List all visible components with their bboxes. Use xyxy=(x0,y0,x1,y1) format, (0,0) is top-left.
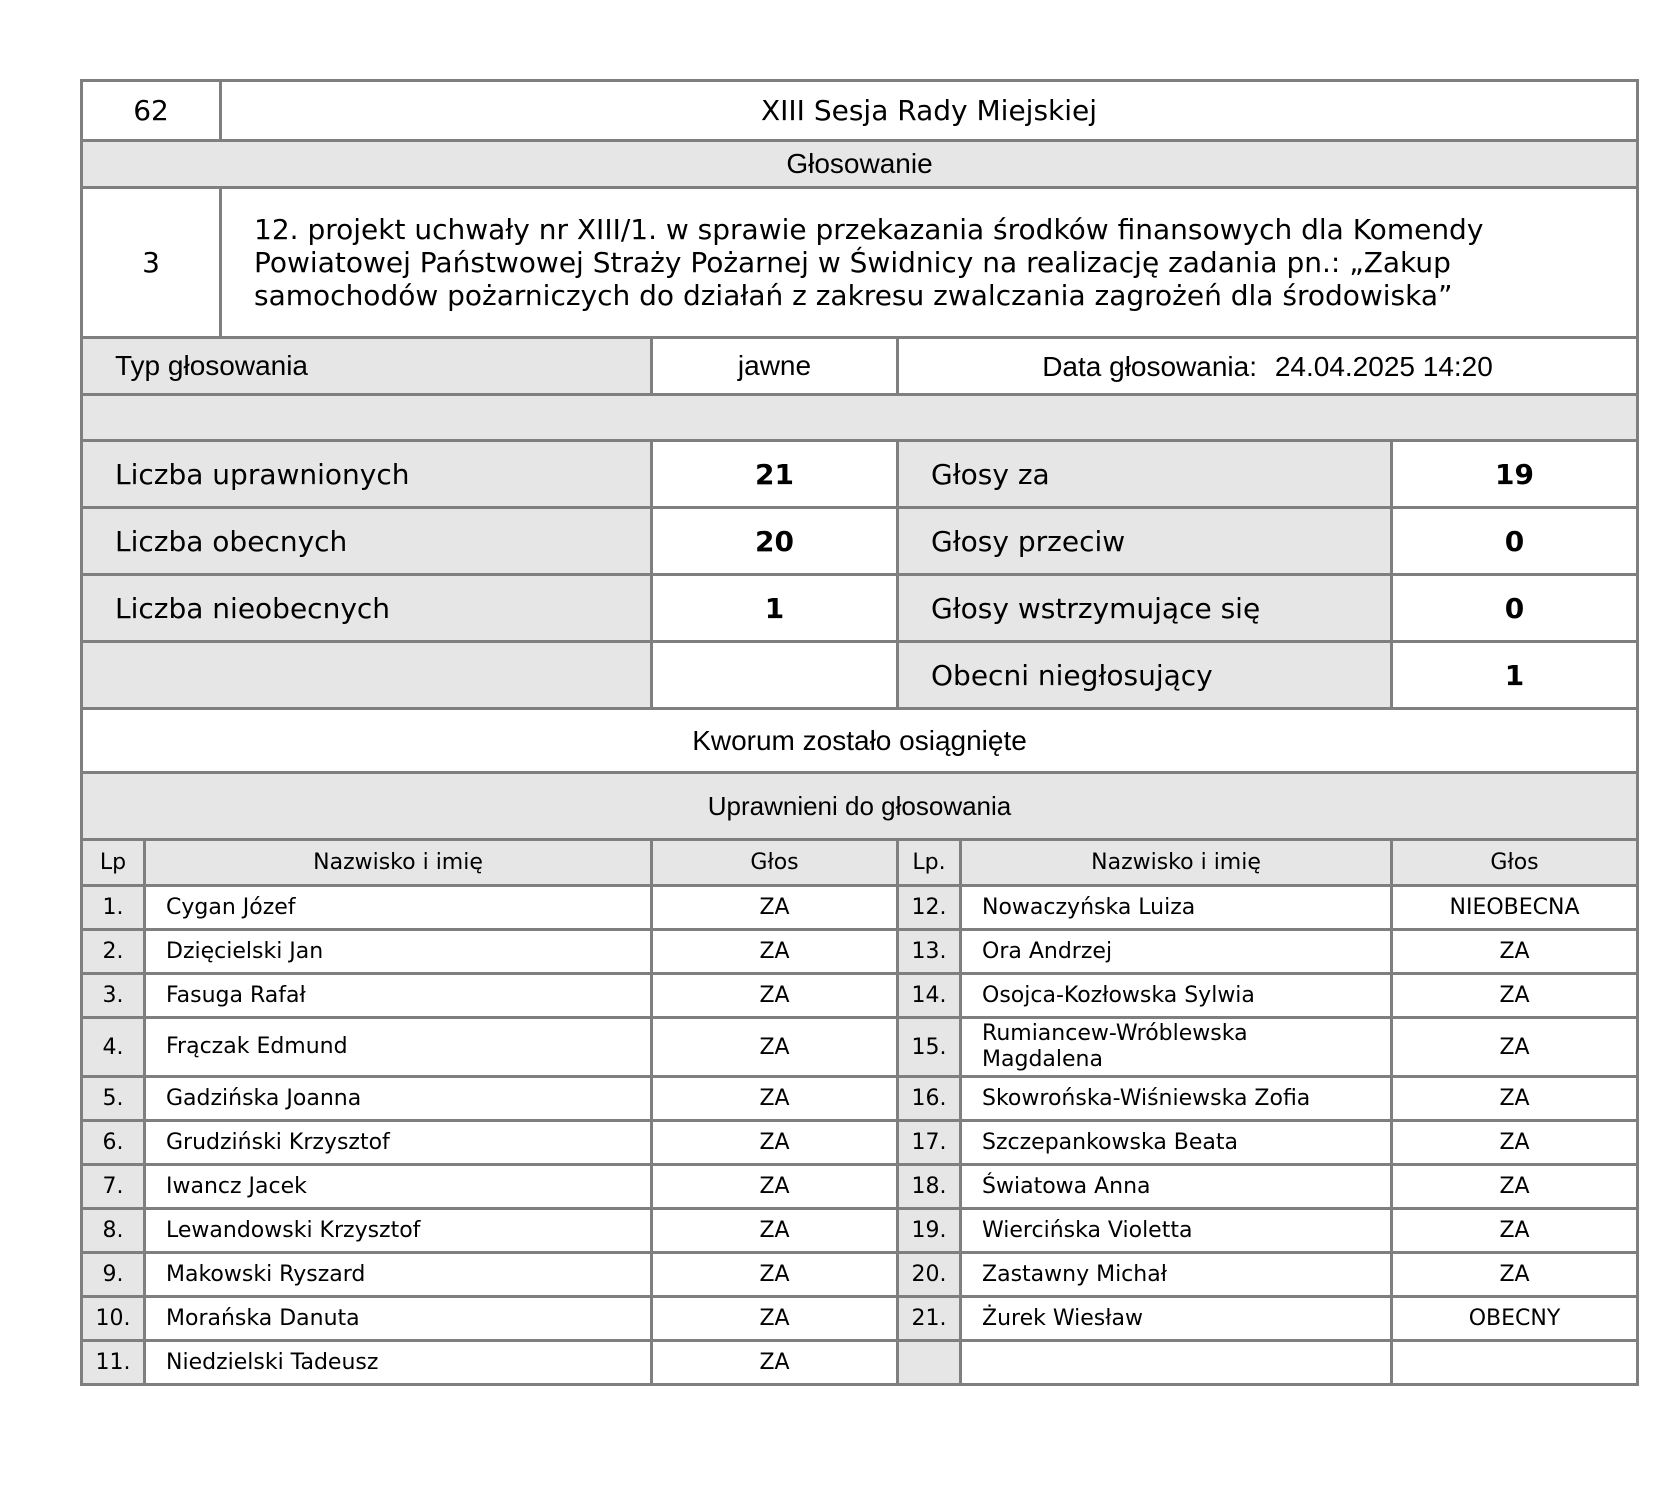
nonvoting-value: 1 xyxy=(1392,642,1638,709)
row-number: 4. xyxy=(82,1018,145,1077)
row-number xyxy=(898,1341,961,1385)
voting-sheet xyxy=(80,79,1580,1386)
member-name: Żurek Wiesław xyxy=(961,1297,1392,1341)
member-vote: ZA xyxy=(652,930,898,974)
table-row xyxy=(82,886,1638,930)
member-vote: ZA xyxy=(1392,1077,1638,1121)
member-name: Iwancz Jacek xyxy=(145,1165,652,1209)
nonvoting-label: Obecni niegłosujący xyxy=(898,642,1392,709)
item-number: 3 xyxy=(82,188,221,338)
eligible-label: Liczba uprawnionych xyxy=(82,441,652,508)
member-vote: ZA xyxy=(652,1018,898,1077)
member-name: Zastawny Michał xyxy=(961,1253,1392,1297)
member-name xyxy=(961,1341,1392,1385)
member-name: Makowski Ryszard xyxy=(145,1253,652,1297)
against-label: Głosy przeciw xyxy=(898,508,1392,575)
member-vote: ZA xyxy=(652,1121,898,1165)
vote-date-value: 24.04.2025 14:20 xyxy=(1274,350,1493,382)
row-number: 6. xyxy=(82,1121,145,1165)
vote-date-label: Data głosowania: xyxy=(1042,350,1258,382)
empty-stat-label xyxy=(82,642,652,709)
voting-table xyxy=(80,79,1639,1386)
member-name: Cygan Józef xyxy=(145,886,652,930)
member-vote: ZA xyxy=(1392,1165,1638,1209)
member-name: Skowrońska-Wiśniewska Zofia xyxy=(961,1077,1392,1121)
table-row xyxy=(82,1253,1638,1297)
member-name: Lewandowski Krzysztof xyxy=(145,1209,652,1253)
row-number: 18. xyxy=(898,1165,961,1209)
member-vote: ZA xyxy=(652,1253,898,1297)
row-number: 13. xyxy=(898,930,961,974)
member-vote: ZA xyxy=(652,1341,898,1385)
for-value: 19 xyxy=(1392,441,1638,508)
table-row xyxy=(82,1341,1638,1385)
table-row xyxy=(82,1077,1638,1121)
member-name: Frączak Edmund xyxy=(145,1018,652,1077)
row-number: 10. xyxy=(82,1297,145,1341)
member-name: Wiercińska Violetta xyxy=(961,1209,1392,1253)
present-label: Liczba obecnych xyxy=(82,508,652,575)
member-vote: ZA xyxy=(1392,1253,1638,1297)
abstain-label: Głosy wstrzymujące się xyxy=(898,575,1392,642)
absent-label: Liczba nieobecnych xyxy=(82,575,652,642)
row-number: 11. xyxy=(82,1341,145,1385)
member-name: Rumiancew-Wróblewska Magdalena xyxy=(961,1018,1392,1077)
row-number: 3. xyxy=(82,974,145,1018)
member-vote: ZA xyxy=(1392,974,1638,1018)
table-row xyxy=(82,1209,1638,1253)
row-number: 2. xyxy=(82,930,145,974)
member-vote: ZA xyxy=(652,1165,898,1209)
col-name-right: Nazwisko i imię xyxy=(961,840,1392,886)
member-name: Niedzielski Tadeusz xyxy=(145,1341,652,1385)
table-row xyxy=(82,1121,1638,1165)
row-number: 12. xyxy=(898,886,961,930)
member-name: Osojca-Kozłowska Sylwia xyxy=(961,974,1392,1018)
session-title: XIII Sesja Rady Miejskiej xyxy=(221,81,1638,141)
row-number: 19. xyxy=(898,1209,961,1253)
member-name: Gadzińska Joanna xyxy=(145,1077,652,1121)
row-number: 21. xyxy=(898,1297,961,1341)
row-number: 1. xyxy=(82,886,145,930)
member-vote: ZA xyxy=(1392,1209,1638,1253)
row-number: 15. xyxy=(898,1018,961,1077)
col-vote-right: Głos xyxy=(1392,840,1638,886)
vote-date-cell xyxy=(898,338,1638,395)
row-number: 8. xyxy=(82,1209,145,1253)
member-vote: ZA xyxy=(652,886,898,930)
row-number: 7. xyxy=(82,1165,145,1209)
member-vote: ZA xyxy=(652,1297,898,1341)
table-row xyxy=(82,930,1638,974)
section-title: Głosowanie xyxy=(82,141,1638,188)
row-number: 9. xyxy=(82,1253,145,1297)
row-number: 14. xyxy=(898,974,961,1018)
row-number: 5. xyxy=(82,1077,145,1121)
col-vote-left: Głos xyxy=(652,840,898,886)
vote-type-value: jawne xyxy=(652,338,898,395)
member-vote: ZA xyxy=(1392,1121,1638,1165)
member-name: Grudziński Krzysztof xyxy=(145,1121,652,1165)
member-vote xyxy=(1392,1341,1638,1385)
member-vote: ZA xyxy=(1392,930,1638,974)
absent-value: 1 xyxy=(652,575,898,642)
vote-type-label: Typ głosowania xyxy=(82,338,652,395)
table-row xyxy=(82,1165,1638,1209)
member-name: Dzięcielski Jan xyxy=(145,930,652,974)
member-vote: OBECNY xyxy=(1392,1297,1638,1341)
member-name: Fasuga Rafał xyxy=(145,974,652,1018)
quorum-status: Kworum zostało osiągnięte xyxy=(82,709,1638,773)
col-lp-left: Lp xyxy=(82,840,145,886)
against-value: 0 xyxy=(1392,508,1638,575)
item-text: 12. projekt uchwały nr XIII/1. w sprawie przekazania środków finansowych dla Komendy Powiatowej Państwowej Straży Pożarnej w Świdnicy na realizację zadania pn.: „Zakup samochodów pożarniczych do działań z zakresu zwalczania zagrożeń dla środowiska” xyxy=(221,188,1638,338)
member-name: Światowa Anna xyxy=(961,1165,1392,1209)
eligible-value: 21 xyxy=(652,441,898,508)
col-lp-right: Lp. xyxy=(898,840,961,886)
for-label: Głosy za xyxy=(898,441,1392,508)
table-row xyxy=(82,974,1638,1018)
present-value: 20 xyxy=(652,508,898,575)
row-number: 16. xyxy=(898,1077,961,1121)
col-name-left: Nazwisko i imię xyxy=(145,840,652,886)
empty-stat-value xyxy=(652,642,898,709)
member-name: Nowaczyńska Luiza xyxy=(961,886,1392,930)
member-name: Szczepankowska Beata xyxy=(961,1121,1392,1165)
session-number: 62 xyxy=(82,81,221,141)
member-vote: NIEOBECNA xyxy=(1392,886,1638,930)
list-title: Uprawnieni do głosowania xyxy=(82,773,1638,840)
spacer-row xyxy=(82,395,1638,441)
table-row xyxy=(82,1018,1638,1077)
member-name: Morańska Danuta xyxy=(145,1297,652,1341)
member-vote: ZA xyxy=(652,974,898,1018)
member-vote: ZA xyxy=(652,1077,898,1121)
row-number: 20. xyxy=(898,1253,961,1297)
row-number: 17. xyxy=(898,1121,961,1165)
member-vote: ZA xyxy=(1392,1018,1638,1077)
member-name: Ora Andrzej xyxy=(961,930,1392,974)
table-row xyxy=(82,1297,1638,1341)
member-vote: ZA xyxy=(652,1209,898,1253)
abstain-value: 0 xyxy=(1392,575,1638,642)
